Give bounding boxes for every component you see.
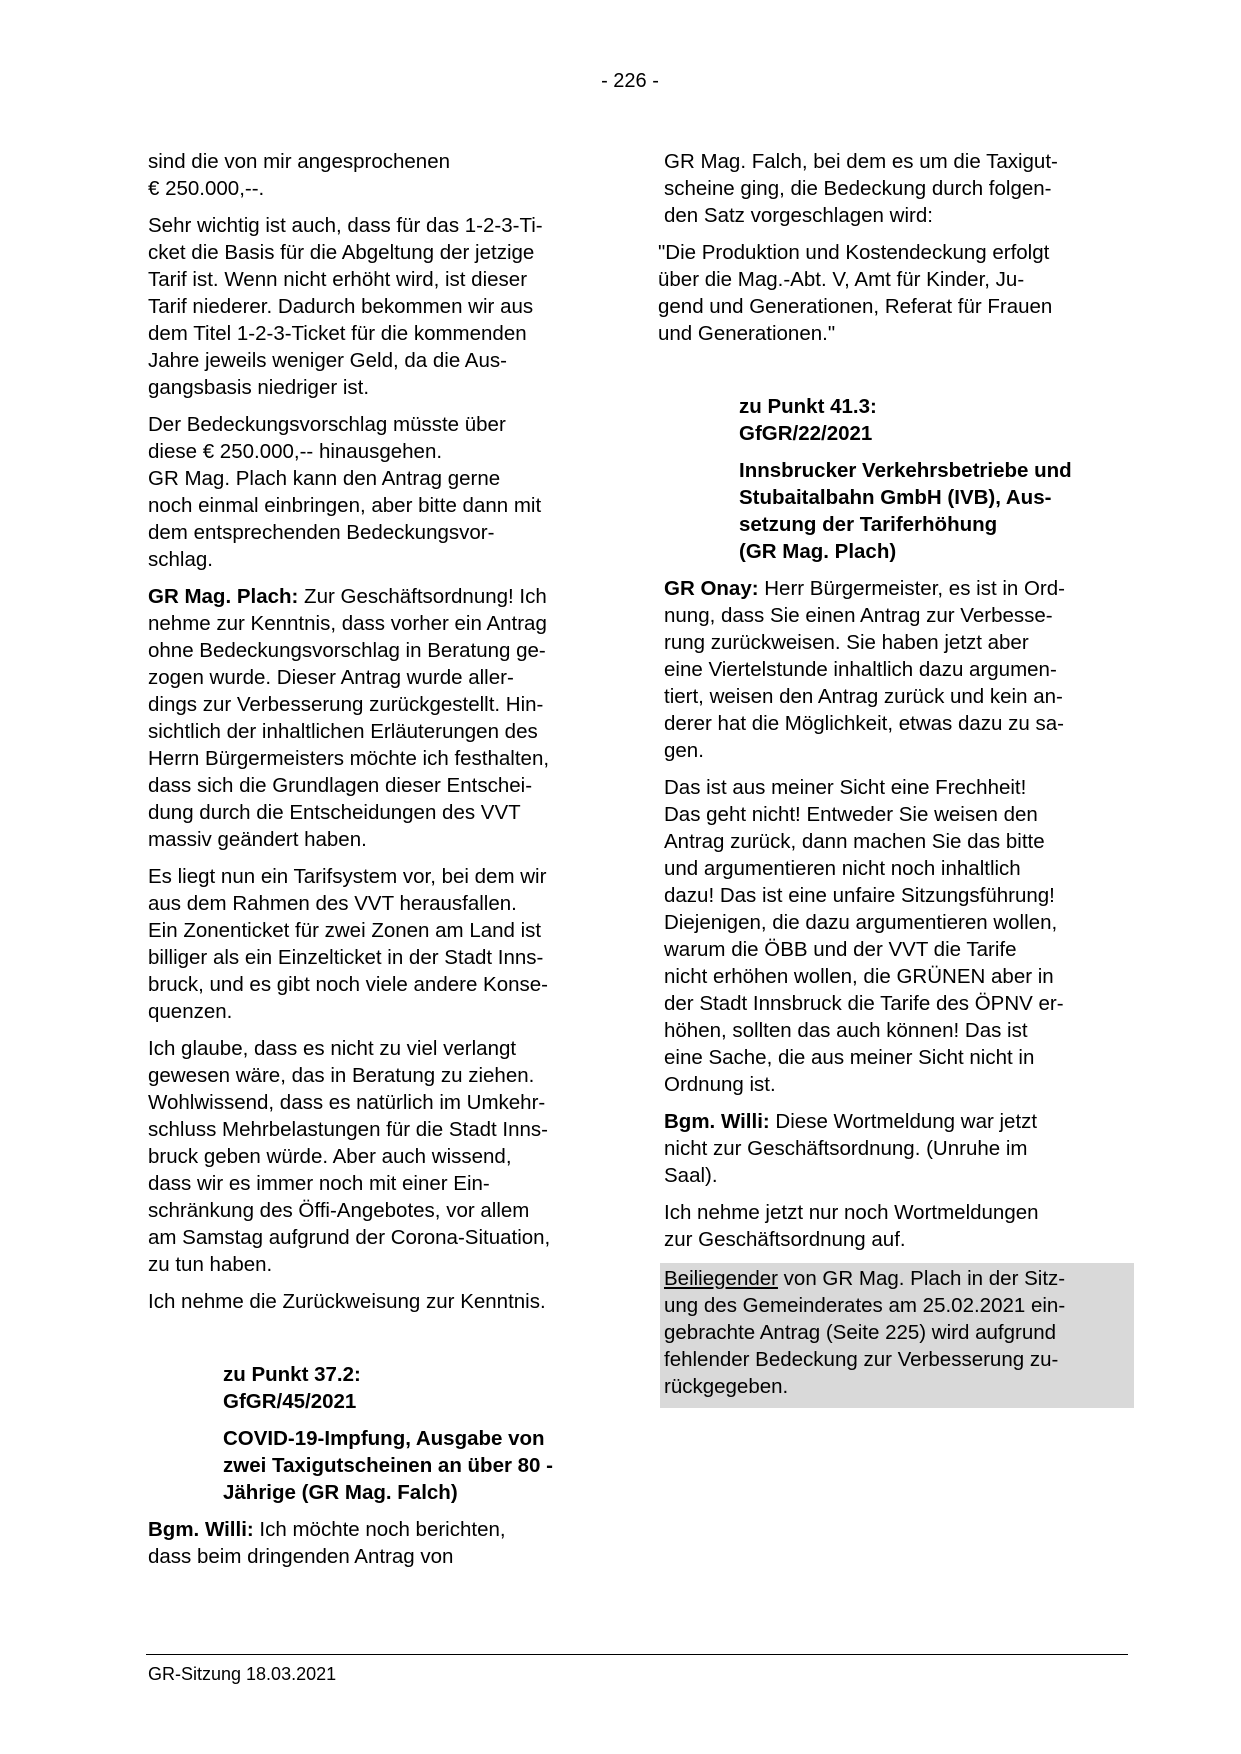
page-number: - 226 - xyxy=(601,70,659,92)
speech-text: Herr Bürgermeister, es ist in Ord- nung, dass Sie einen Antrag zur Verbesse- rung zurückweisen. Sie haben jetzt aber eine Viertelstunde inhaltlich dazu argumen- tiert, weisen den Antrag zurück und kein an- derer hat die Möglichkeit, etwas dazu zu sa- gen. xyxy=(664,577,1065,762)
agenda-item-number: zu Punkt 37.2: GfGR/45/2021 xyxy=(223,1363,361,1413)
note-text: von GR Mag. Plach in der Sitz- ung des Gemeinderates am 25.02.2021 ein- gebrachte Antrag (Seite 225) wird aufgrund fehlender Bedeckung zur Verbesserung zu- rückgegeben. xyxy=(664,1267,1066,1398)
paragraph: Sehr wichtig ist auch, dass für das 1-2-3-Ti- cket die Basis für die Abgeltung der jetzige Tarif ist. Wenn nicht erhöht wird, ist dieser Tarif niederer. Dadurch bekommen wir aus dem Titel 1-2-3-Ticket für die kommenden Jahre jeweils weniger Geld, da die Aus- gangsbasis niedriger ist. xyxy=(148,214,543,399)
paragraph: Ich glaube, dass es nicht zu viel verlangt gewesen wäre, das in Beratung zu ziehen. Wohlwissend, dass es natürlich im Umkehr- schluss Mehrbelastungen für die Stadt Inns- bruck geben würde. Aber auch wissend, dass wir es immer noch mit einer Ein- schränkung des Öffi-Angebotes, vor allem am Samstag aufgrund der Corona-Situation, zu tun haben. xyxy=(148,1037,551,1276)
note-underlined-word: Beiliegender xyxy=(664,1267,778,1290)
speech-paragraph xyxy=(664,575,1134,764)
paragraph: Der Bedeckungsvorschlag müsste über diese € 250.000,-- hinausgehen. GR Mag. Plach kann den Antrag gerne noch einmal einbringen, aber bitte dann mit dem entsprechenden Bedeckungsvor- schlag. xyxy=(148,413,542,571)
speaker-name: Bgm. Willi: xyxy=(664,1110,770,1133)
right-column xyxy=(658,148,1134,1408)
speaker-name: Bgm. Willi: xyxy=(148,1518,254,1541)
paragraph: Ich nehme die Zurückweisung zur Kenntnis. xyxy=(148,1290,546,1313)
footer-divider xyxy=(146,1654,1128,1655)
speech-paragraph xyxy=(148,583,608,853)
left-column xyxy=(148,148,608,1580)
quoted-proposal: "Die Produktion und Kostendeckung erfolgt über die Mag.-Abt. V, Amt für Kinder, Ju- gend und Generationen, Referat für Frauen und Generationen." xyxy=(658,241,1053,345)
speech-paragraph xyxy=(664,1108,1134,1189)
agenda-item-title: Innsbrucker Verkehrsbetriebe und Stubaitalbahn GmbH (IVB), Aus- setzung der Tariferhöhung (GR Mag. Plach) xyxy=(739,459,1072,563)
decision-note xyxy=(660,1263,1134,1408)
speech-text: Ich möchte noch berichten, dass beim dringenden Antrag von xyxy=(148,1518,506,1568)
paragraph: sind die von mir angesprochenen € 250.000,--. xyxy=(148,150,450,200)
agenda-item-title: COVID-19-Impfung, Ausgabe von zwei Taxigutscheinen an über 80 - Jährige (GR Mag. Falch) xyxy=(223,1427,553,1504)
paragraph: Es liegt nun ein Tarifsystem vor, bei dem wir aus dem Rahmen des VVT herausfallen. Ein Zonenticket für zwei Zonen am Land ist billiger als ein Einzelticket in der Stadt Inns- bruck, und es gibt noch viele andere Konse- quenzen. xyxy=(148,865,549,1023)
paragraph: Ich nehme jetzt nur noch Wortmeldungen zur Geschäftsordnung auf. xyxy=(664,1201,1039,1251)
footer-text: GR-Sitzung 18.03.2021 xyxy=(148,1664,337,1684)
speaker-name: GR Onay: xyxy=(664,577,759,600)
paragraph: Das ist aus meiner Sicht eine Frechheit! Das geht nicht! Entweder Sie weisen den Antrag zurück, dann machen Sie das bitte und argumentieren nicht noch inhaltlich dazu! Das ist eine unfaire Sitzungsführung! Diejenigen, die dazu argumentieren wollen, warum die ÖBB und der VVT die Tarife nicht erhöhen wollen, die GRÜNEN aber in der Stadt Innsbruck die Tarife des ÖPNV er- höhen, sollten das auch können! Das ist eine Sache, die aus meiner Sicht nicht in Ordnung ist. xyxy=(664,776,1064,1096)
speech-text: Diese Wortmeldung war jetzt nicht zur Geschäftsordnung. (Unruhe im Saal). xyxy=(664,1110,1038,1187)
agenda-item-number: zu Punkt 41.3: GfGR/22/2021 xyxy=(739,395,877,445)
speaker-name: GR Mag. Plach: xyxy=(148,585,299,608)
paragraph: GR Mag. Falch, bei dem es um die Taxigut- scheine ging, die Bedeckung durch folgen- den Satz vorgeschlagen wird: xyxy=(664,150,1058,227)
speech-text: Zur Geschäftsordnung! Ich nehme zur Kenntnis, dass vorher ein Antrag ohne Bedeckungsvorschlag in Beratung ge- zogen wurde. Dieser Antrag wurde aller- dings zur Verbesserung zurückgestellt. Hin- sichtlich der inhaltlichen Erläuterungen des Herrn Bürgermeisters möchte ich festhalten, dass sich die Grundlagen dieser Entschei- dung durch die Entscheidungen des VVT massiv geändert haben. xyxy=(148,585,550,851)
speech-paragraph xyxy=(148,1516,608,1570)
